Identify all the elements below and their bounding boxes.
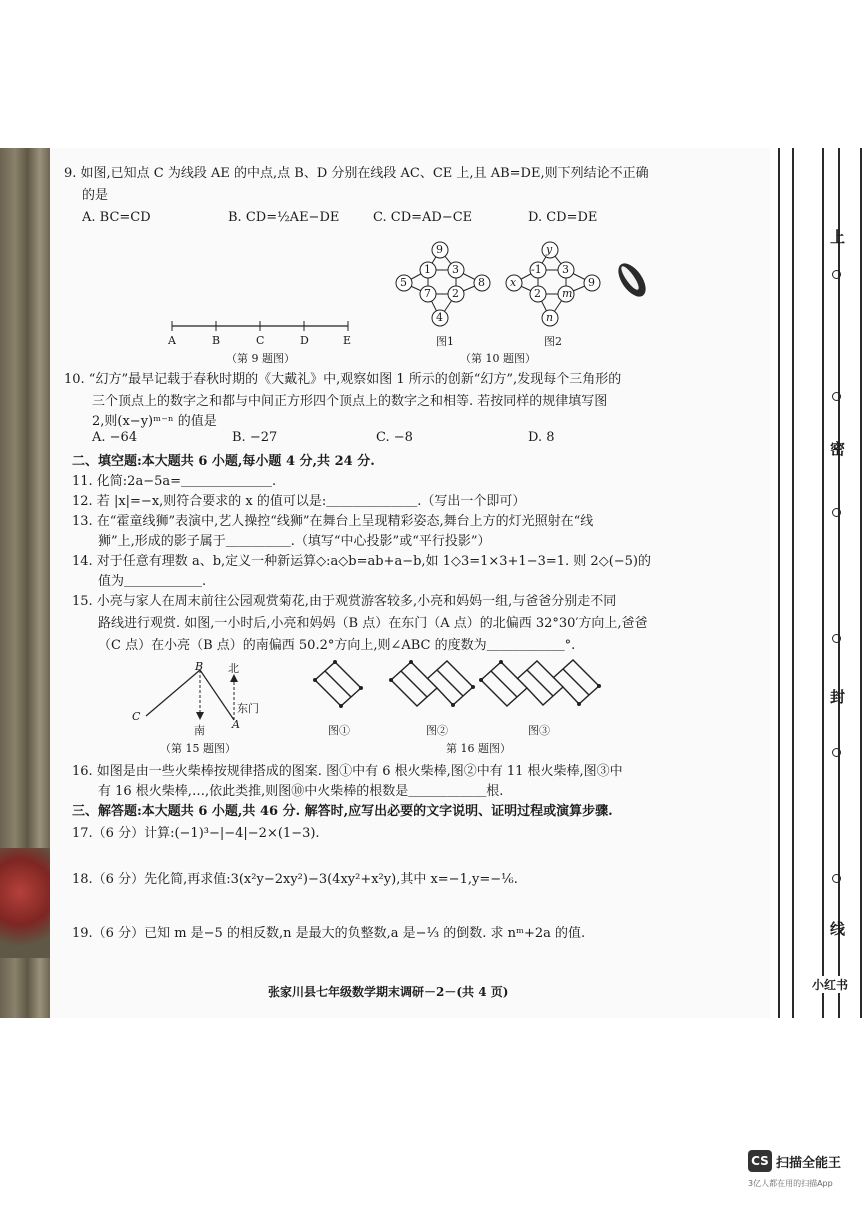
q16-caption: 第 16 题图） [446,742,511,755]
section2-heading: 二、填空题:本大题共 6 小题,每小题 4 分,共 24 分. [72,454,375,469]
q15-point-a: A [232,718,240,731]
q10-fig1-n4: 3 [452,263,459,276]
q10-option-b: B. −27 [232,430,278,445]
q16-line2: 有 16 根火柴棒,…,依此类推,则图⑩中火柴棒的根数是＿＿＿＿＿＿根. [98,784,504,799]
q15-line3: （C 点）在小亮（B 点）的南偏西 50.2°方向上,则∠ABC 的度数为＿＿＿＿＿＿°. [98,638,576,653]
q16-matchstick-figure [305,650,635,720]
q13-line2: 狮”上,形成的影子属于＿＿＿＿＿.（填写“中心投影”或“平行投影”） [98,534,491,549]
q10-caption: （第 10 题图） [460,352,536,365]
q10-fig2-n6: 2 [534,287,541,300]
q15-point-c: C [132,710,141,723]
app-tagline: 3亿人都在用的扫描App [748,1179,833,1188]
q10-option-a: A. −64 [92,430,138,445]
q10-fig2-n7: m [562,287,573,300]
q15-line2: 路线进行观赏. 如图,一小时后,小亮和妈妈（B 点）在东门（A 点）的北偏西 32°30′方向上,爸爸 [98,616,648,631]
q19: 19.（6 分）已知 m 是−5 的相反数,n 是最大的负整数,a 是−⅓ 的倒数. 求 nᵐ+2a 的值. [72,926,586,941]
q9-caption: （第 9 题图） [226,352,295,365]
page-footer: 张家川县七年级数学期末调研－2－(共 4 页) [268,985,509,999]
q10-stem-line3: 2,则(x−y)ᵐ⁻ⁿ 的值是 [92,414,217,429]
q16-label-fig2: 图② [426,724,448,737]
seal-top: 上 [830,228,846,246]
q10-stem-line2: 三个顶点上的数字之和都与中间正方形四个顶点上的数字之和相等. 若按同样的规律填写图 [92,394,608,409]
wood-background [0,148,50,1018]
q10-fig1-n7: 2 [452,287,459,300]
binding-margin [770,148,867,1018]
q10-stem-line1: 10. “幻方”最早记载于春秋时期的《大戴礼》中,观察如图 1 所示的创新“幻方”,发现每个三角形的 [64,372,622,387]
q10-fig1-n6: 7 [424,287,431,300]
q9-option-a: A. BC=CD [82,210,151,225]
q9-point-d: D [300,334,309,347]
scan-artifact [612,258,652,302]
q18: 18.（6 分）先化简,再求值:3(x²y−2xy²)−3(4xy²+x²y),其中 x=−1,y=−⅙. [72,872,518,887]
q9-stem-line2: 的是 [82,188,109,203]
q14-line1: 14. 对于任意有理数 a、b,定义一种新运算◇:a◇b=ab+a−b,如 1◇3=1×3+1−3=1. 则 2◇(−5)的 [72,554,652,569]
q9-option-d: D. CD=DE [528,210,598,225]
q9-stem-line1: 9. 如图,已知点 C 为线段 AE 的中点,点 B、D 分别在线段 AC、CE 上,且 AB=DE,则下列结论不正确 [64,166,649,181]
q13-line1: 13. 在“霍童线狮”表演中,艺人操控“线狮”在舞台上呈现精彩姿态,舞台上方的灯光照射在“线 [72,514,594,529]
q10-fig2-n5: 9 [588,276,595,289]
seal-mi: 密 [830,440,846,458]
q9-option-c: C. CD=AD−CE [373,210,473,225]
q10-fig1-n5: 8 [478,276,485,289]
q10-fig1-label: 图1 [436,335,454,348]
q9-point-b: B [212,334,221,347]
q15-east-gate: 东门 [237,702,259,715]
q12: 12. 若 |x|=−x,则符合要求的 x 的值可以是:＿＿＿＿＿＿＿.（写出一个即可） [72,494,526,509]
q15-south: 南 [194,724,205,737]
q10-fig2-n2: x [510,276,517,289]
seal-xian: 线 [830,920,846,938]
seal-feng: 封 [830,688,846,706]
q16-label-fig1: 图① [328,724,350,737]
q16-line1: 16. 如图是由一些火柴棒按规律搭成的图案. 图①中有 6 根火柴棒,图②中有 11 根火柴棒,图③中 [72,764,623,779]
q9-point-a: A [168,334,176,347]
q10-fig2-n8: n [546,311,554,324]
q15-point-b: B [195,660,204,673]
app-name: 扫描全能王 [776,1156,842,1171]
q9-option-b: B. CD=½AE−DE [228,210,340,225]
q10-fig1-n3: 1 [424,263,431,276]
q15-caption: （第 15 题图） [160,742,236,755]
cs-logo-icon: CS [748,1150,772,1172]
q10-fig2-label: 图2 [544,335,562,348]
q16-label-fig3: 图③ [528,724,550,737]
q10-option-d: D. 8 [528,430,555,445]
q15-line1: 15. 小亮与家人在周末前往公园观赏菊花,由于观赏游客较多,小亮和妈妈一组,与爸爸分别走不同 [72,594,617,609]
q14-line2: 值为＿＿＿＿＿＿. [98,574,207,589]
q10-option-c: C. −8 [376,430,413,445]
q10-fig1-n8: 4 [436,311,443,324]
watermark-brand: 小红书 [812,978,849,992]
q15-north: 北 [228,662,239,675]
q10-fig1-n2: 5 [400,276,407,289]
q11: 11. 化简:2a−5a=＿＿＿＿＿＿＿. [72,474,277,489]
q10-fig2-n4: 3 [562,263,569,276]
q10-fig2-n3: -1 [531,263,542,276]
section3-heading: 三、解答题:本大题共 6 小题,共 46 分. 解答时,应写出必要的文字说明、证明过程或演算步骤. [72,804,613,819]
flower-decoration [0,848,50,958]
q9-point-c: C [256,334,265,347]
q17: 17.（6 分）计算:(−1)³−|−4|−2×(1−3). [72,826,320,841]
q10-fig2-n1: y [546,243,553,256]
q9-point-e: E [343,334,352,347]
q10-fig1-n1: 9 [436,243,443,256]
